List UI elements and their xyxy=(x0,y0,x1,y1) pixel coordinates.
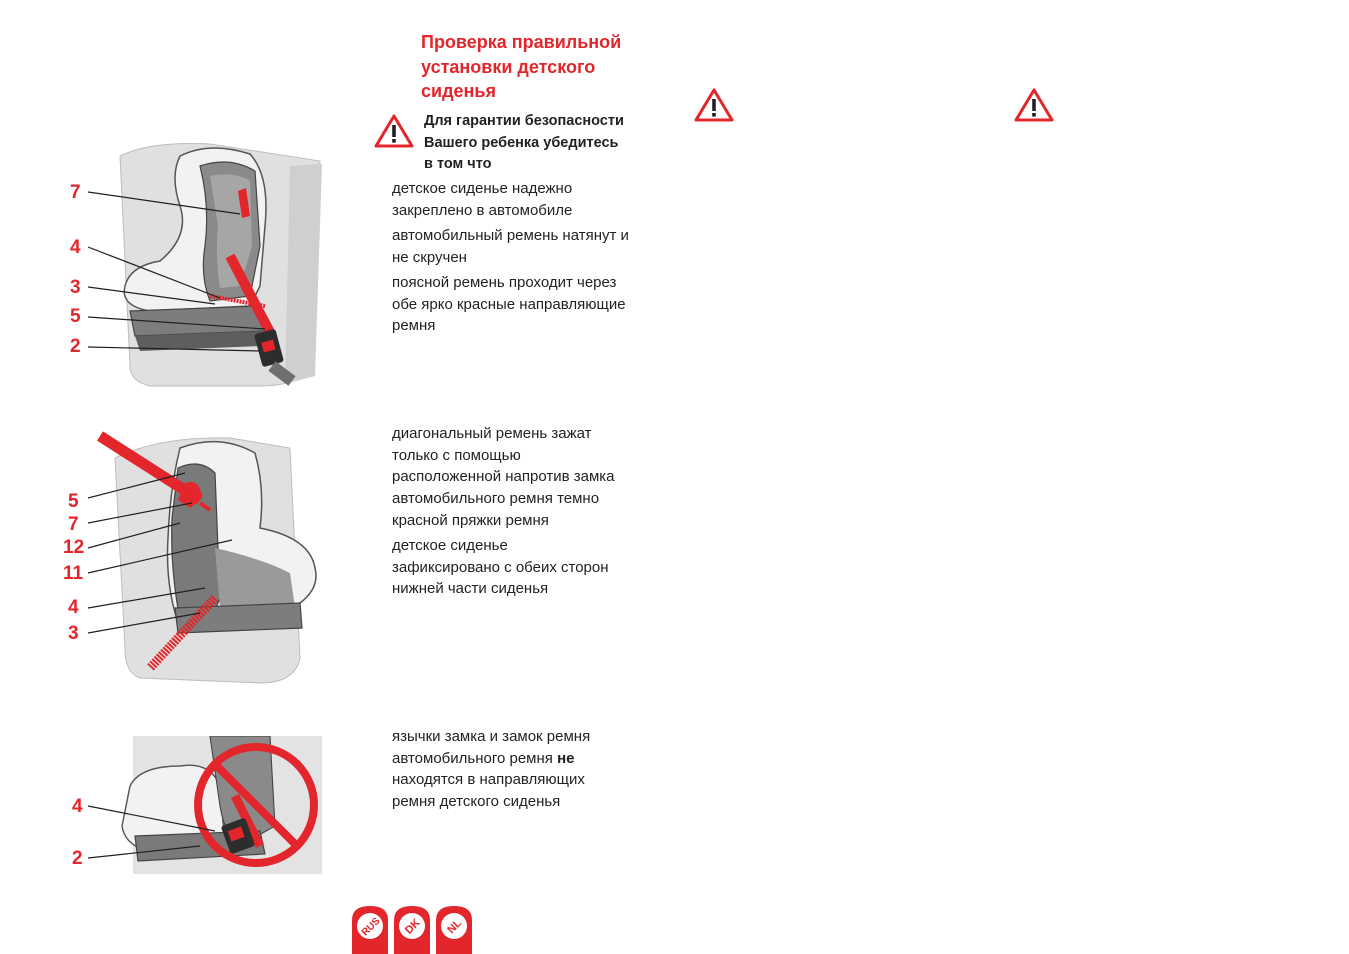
warning-triangle-icon xyxy=(374,114,414,148)
text-line: нижней части сиденья xyxy=(392,580,549,598)
text-line: детское сиденье надежно xyxy=(392,180,573,197)
intro-line: Вашего ребенка убедитесь xyxy=(424,134,619,151)
text-line: ремня детского сиденья xyxy=(392,793,561,811)
text-segment: автомобильного ремня xyxy=(392,749,558,767)
text-line: не скручен xyxy=(392,248,467,266)
tab-label: RUS xyxy=(359,915,383,939)
callout-2: 2 xyxy=(70,336,81,357)
check-buckle-position xyxy=(392,726,664,813)
warning-triangle-icon xyxy=(694,88,734,122)
callout-4: 4 xyxy=(70,237,81,258)
callout-7: 7 xyxy=(68,514,79,535)
text-line: язычки замка и замок ремня xyxy=(392,728,591,745)
language-tab-dk[interactable] xyxy=(394,904,430,954)
text-line: красной пряжки ремня xyxy=(392,511,549,529)
emphasis-not: не xyxy=(557,749,575,767)
callout-5: 5 xyxy=(68,491,79,512)
figure-seat-incorrect xyxy=(60,736,322,876)
text-line: автомобильного ремня темно xyxy=(392,490,600,508)
intro-line: Для гарантии безопасности xyxy=(424,113,624,129)
text-line: автомобильный ремень натянут и xyxy=(392,227,629,244)
check-lap-belt xyxy=(392,272,664,337)
text-line: диагональный ремень зажат xyxy=(392,425,592,442)
callout-12: 12 xyxy=(63,537,85,558)
text-line xyxy=(392,748,664,770)
text-line: находятся в направляющих xyxy=(392,771,585,789)
language-tab-rus[interactable] xyxy=(352,904,388,954)
language-tab-nl[interactable] xyxy=(436,904,472,954)
callout-3: 3 xyxy=(70,277,81,298)
check-diagonal-belt xyxy=(392,423,664,532)
text-line: детское сиденье xyxy=(392,537,508,554)
callout-3: 3 xyxy=(68,623,79,644)
warning-triangle-icon xyxy=(1014,88,1054,122)
intro-line: в том что xyxy=(424,156,492,172)
text-line: только с помощью xyxy=(392,446,521,464)
text-line: зафиксировано с обеих сторон xyxy=(392,558,609,576)
tab-label: DK xyxy=(402,916,423,937)
callout-11: 11 xyxy=(63,563,84,584)
figure-seat-front-view xyxy=(60,428,340,688)
check-seat-fixed xyxy=(392,535,664,600)
text-line: поясной ремень проходит через xyxy=(392,274,617,291)
check-belt-tight xyxy=(392,225,664,268)
text-line: расположенной напротив замка xyxy=(392,468,615,486)
callout-7: 7 xyxy=(70,182,81,203)
warning-intro xyxy=(424,111,674,176)
section-title xyxy=(421,30,671,104)
text-line: ремня xyxy=(392,317,436,335)
text-line: закреплено в автомобиле xyxy=(392,201,573,219)
title-line: установки детского xyxy=(421,56,596,77)
callout-4: 4 xyxy=(72,796,83,817)
text-line: обе ярко красные направляющие xyxy=(392,295,626,313)
check-seat-secured xyxy=(392,178,664,221)
title-line: Проверка правильной xyxy=(421,32,622,52)
tab-label: NL xyxy=(445,917,465,937)
title-line: сиденья xyxy=(421,81,496,101)
callout-2: 2 xyxy=(72,848,83,869)
callout-4: 4 xyxy=(68,597,79,618)
figure-seat-side-view xyxy=(60,136,340,396)
callout-5: 5 xyxy=(70,306,81,327)
